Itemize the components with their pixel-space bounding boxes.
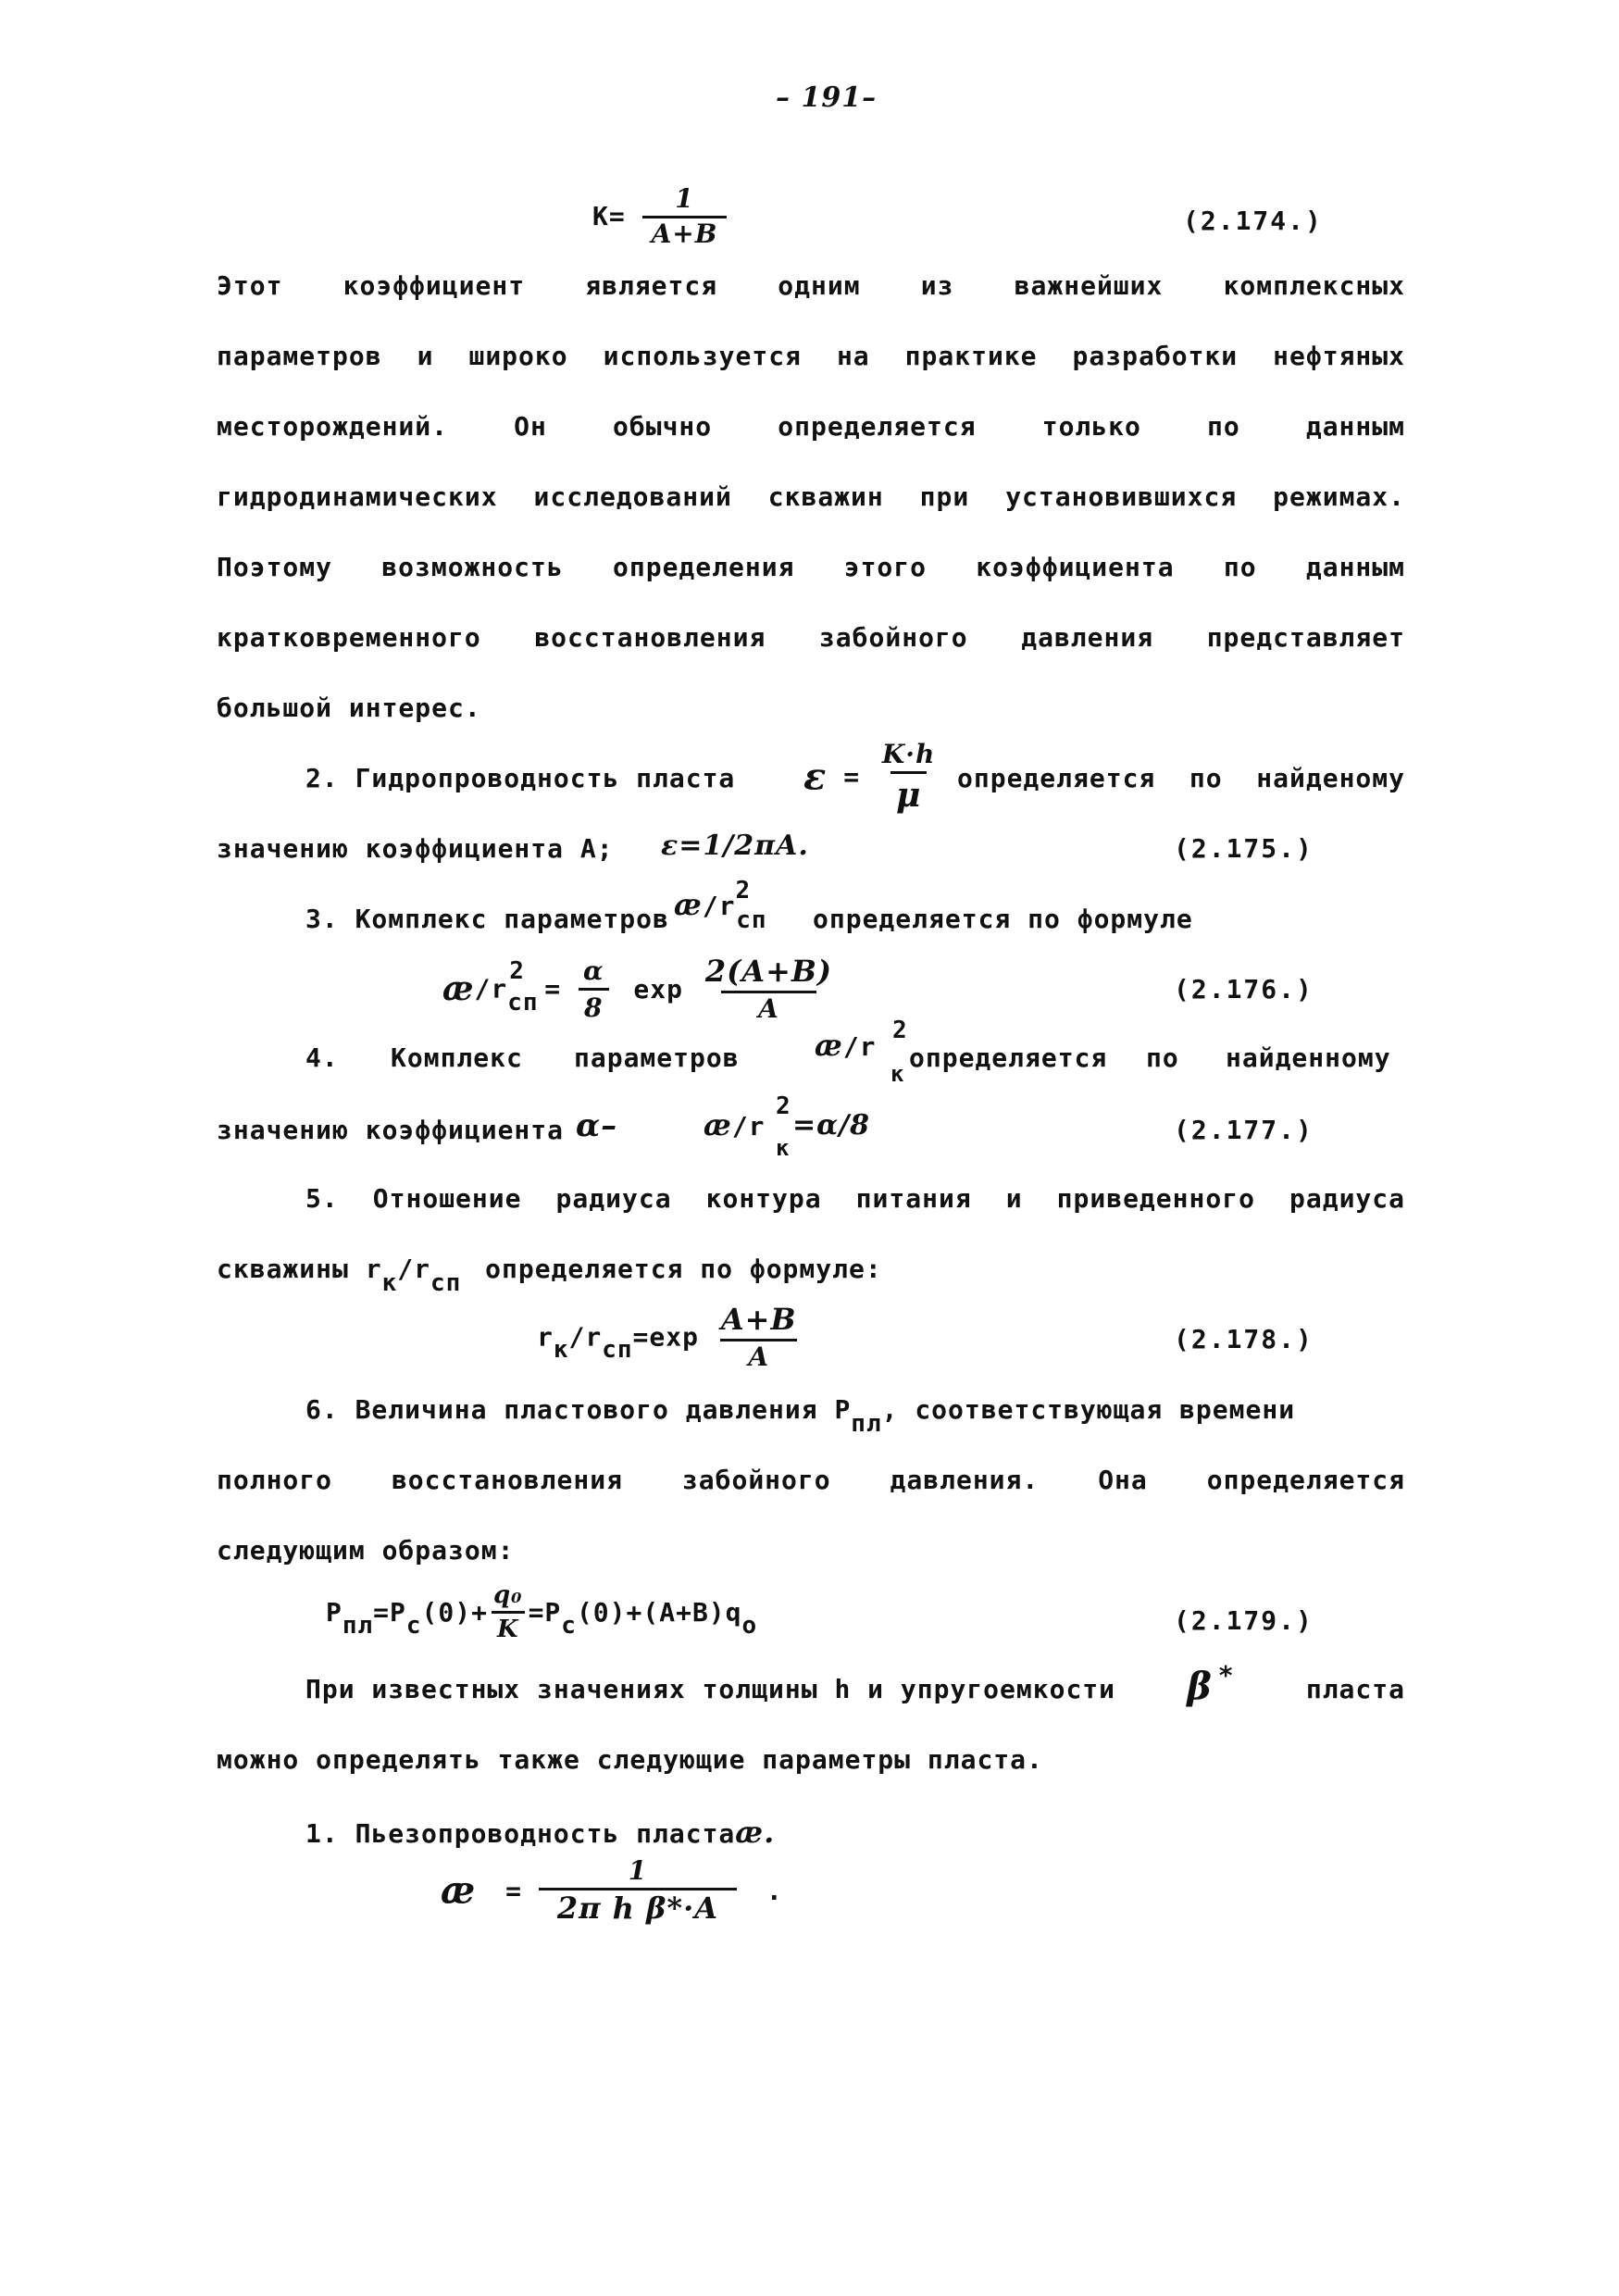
item-7-lead: 1. Пьезопроводность пластаæ. <box>305 1815 776 1850</box>
slash-r: /r <box>842 1031 877 1062</box>
item-2-formula <box>803 739 940 815</box>
superscript-2: 2 <box>509 957 525 985</box>
item-4-subscript: к <box>890 1061 904 1087</box>
alpha-numerator: α <box>582 955 604 986</box>
exp-function: exp <box>633 973 683 1004</box>
q0-numerator: q₀ <box>492 1581 523 1609</box>
item-4-superscript: 2 <box>892 1017 907 1044</box>
alpha-symbol: α– <box>576 1107 618 1144</box>
item-4-symbol <box>815 1028 877 1063</box>
paragraph-line: Этот коэффициент является одним из важнейших комплексных <box>217 270 1405 301</box>
subscript-k: к <box>553 1336 569 1364</box>
equation-2-179: Pпл=Pc(0)+ $\frac{\text{q₀}}{K}$ =Pc(0)+(A+B)qo <box>326 1581 758 1643</box>
para-2-text-a: При известных значениях толщины h и упругоемкости <box>305 1674 1116 1704</box>
paragraph-line: Поэтому возможность определения этого коэффициента по данным <box>217 552 1405 582</box>
subscript-sp: сп <box>430 1269 462 1297</box>
item-3-lead: 3. Комплекс параметров <box>305 904 669 934</box>
equation-2-177 <box>704 1107 766 1142</box>
eq-fraction <box>642 183 728 249</box>
paragraph-line: месторождений. Он обычно определяется только по данным <box>217 411 1405 442</box>
alpha-over-8 <box>578 955 610 1023</box>
beta-symbol: β <box>1187 1665 1213 1708</box>
subscript-o: o <box>741 1611 758 1640</box>
slash-r: /r <box>568 1321 603 1353</box>
equals-sign: = <box>843 761 861 792</box>
item-2-result: ε=1/2πA. <box>661 830 809 862</box>
eq-numerator: 1 <box>675 183 694 214</box>
slash-r: /r <box>397 1254 430 1284</box>
equation-number-2-174: (2.174.) <box>1183 206 1323 236</box>
item-6-text-a: 6. Величина пластового давления Pпл, соответствующая времени <box>305 1394 1296 1438</box>
slash-r: /r <box>702 891 736 921</box>
item-4-tail2: по <box>1146 1042 1179 1073</box>
star-symbol: * <box>1217 1660 1235 1691</box>
exp-numerator: A+B <box>720 1302 797 1337</box>
exp-fraction <box>716 1302 803 1372</box>
eq-177-rhs: =α/8 <box>792 1109 871 1142</box>
subscript-sp: сп <box>736 906 767 934</box>
eq-177-subscript: к <box>776 1135 790 1161</box>
piezo-numerator: 1 <box>628 1855 648 1886</box>
subscript-c: c <box>561 1611 577 1640</box>
superscript-2: 2 <box>735 877 752 905</box>
equation-number-2-175: (2.175.) <box>1174 833 1314 864</box>
eq-denominator: A+B <box>642 216 728 249</box>
item-4-number: 4. <box>305 1042 339 1073</box>
exp-fraction <box>700 954 838 1024</box>
item-2-denominator: μ <box>890 771 927 815</box>
epsilon-symbol: ε <box>803 755 828 799</box>
kappa-symbol: æ <box>815 1028 843 1063</box>
item-4-tail3: найденному <box>1226 1042 1391 1073</box>
para-2-text-b: пласта <box>1305 1674 1405 1704</box>
piezo-fraction <box>539 1855 737 1926</box>
period: . <box>766 1875 783 1906</box>
equation-number-2-178: (2.178.) <box>1174 1324 1314 1354</box>
equation-2-174 <box>592 183 727 249</box>
kappa-symbol: æ <box>442 969 475 1008</box>
subscript-sp: сп <box>602 1336 633 1364</box>
eq-lhs: K= <box>592 201 626 231</box>
exp-denominator: A <box>720 1339 797 1372</box>
equation-number-2-179: (2.179.) <box>1174 1605 1314 1636</box>
para-2-line2: можно определять также следующие параметры пласта. <box>217 1744 1043 1775</box>
kappa-symbol: æ <box>441 1868 477 1913</box>
item-2-fraction <box>877 739 940 815</box>
item-6-line2: полного восстановления забойного давления. Она определяется <box>217 1465 1405 1495</box>
K-denominator: K <box>492 1611 525 1643</box>
para-2-line1 <box>305 1660 1405 1717</box>
paragraph-line: гидродинамических исследований скважин при установившихся режимах. <box>217 481 1405 512</box>
P-symbol: P <box>326 1597 342 1628</box>
eight-denominator: 8 <box>579 988 608 1023</box>
equals-sign: = <box>544 973 562 1004</box>
exp-numerator: 2(A+B) <box>704 954 833 989</box>
equation-piezoconductivity <box>441 1855 783 1926</box>
item-3-symbol <box>674 877 767 934</box>
subscript-sp: сп <box>507 989 539 1017</box>
page-number: – 191– <box>776 81 878 114</box>
subscript-pl: пл <box>851 1410 882 1438</box>
item-2-numerator: K·h <box>881 739 936 769</box>
subscript-k: к <box>381 1269 398 1297</box>
piezo-denominator: 2π h β*·A <box>539 1888 737 1926</box>
item-3-tail: определяется по формуле <box>813 904 1193 934</box>
exp-function: =exp <box>632 1321 699 1353</box>
item-4-line2: значению коэффициента <box>217 1115 565 1145</box>
item-2-lead: 2. Гидропроводность пласта <box>305 763 736 793</box>
item-6-line3: следующим образом: <box>217 1535 515 1566</box>
item-5-line1: 5. Отношение радиуса контура питания и приведенного радиуса <box>305 1183 1405 1214</box>
paragraph-line: параметров и широко используется на практике разработки нефтяных <box>217 341 1405 371</box>
equation-number-2-176: (2.176.) <box>1174 974 1314 1004</box>
item-2-line2: значению коэффициента A; <box>217 833 614 864</box>
beta-star <box>1187 1660 1235 1708</box>
slash-r: /r <box>474 973 508 1004</box>
item-6-line1 <box>305 1394 1405 1438</box>
item-5-text-c: определяется по формуле: <box>485 1254 882 1284</box>
kappa-symbol: æ <box>674 887 703 922</box>
equation-2-178 <box>537 1302 803 1372</box>
equation-number-2-177: (2.177.) <box>1174 1115 1314 1145</box>
item-5-text-a: скважины r <box>217 1254 382 1284</box>
kappa-symbol: æ <box>704 1107 732 1142</box>
kappa-symbol: æ. <box>735 1815 776 1850</box>
paragraph-line-last: большой интерес. <box>217 693 481 723</box>
item-4-word1: Комплекс <box>391 1042 523 1073</box>
item-5-line2 <box>217 1254 882 1297</box>
r-symbol: r <box>537 1321 554 1353</box>
slash-r: /r <box>731 1111 766 1142</box>
paragraph-line: кратковременного восстановления забойного давления представляет <box>217 622 1405 653</box>
eq-177-superscript: 2 <box>776 1092 791 1120</box>
subscript-pl: пл <box>342 1611 374 1640</box>
item-2-tail: определяется по найденому <box>957 763 1405 793</box>
q0-over-K <box>488 1581 529 1643</box>
equals-sign: = <box>505 1875 522 1906</box>
subscript-c: c <box>405 1611 422 1640</box>
equation-2-176 <box>442 954 838 1024</box>
item-4-word2: параметров <box>574 1042 740 1073</box>
item-4-tail1: определяется <box>909 1042 1108 1073</box>
exp-denominator: A <box>721 991 816 1024</box>
